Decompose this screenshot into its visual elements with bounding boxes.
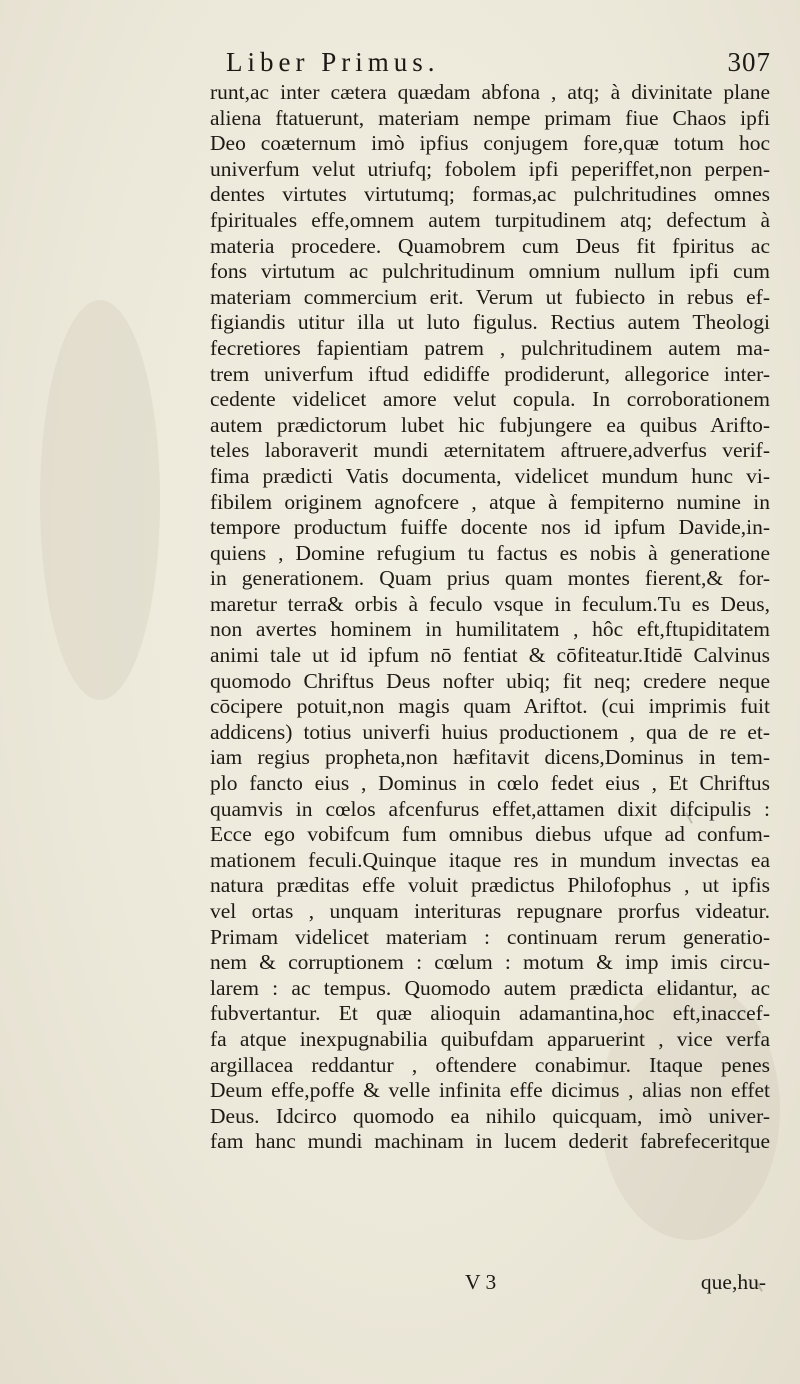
text-line: fubvertantur. Et quæ alioquin adamantina,hoc eft,inaccef- bbox=[210, 1001, 770, 1026]
paper-stain bbox=[40, 300, 160, 700]
page-footer bbox=[210, 1268, 770, 1296]
text-line: fpirituales effe,omnem autem turpitudinem atq; defectum à bbox=[210, 207, 770, 232]
text-line: mationem feculi.Quinque itaque res in mundum invectas ea bbox=[210, 847, 770, 872]
text-line: non avertes hominem in humilitatem , hôc eft,ftupiditatem bbox=[210, 617, 770, 642]
text-line: aliena ftatuerunt, materiam nempe primam fiue Chaos ipfi bbox=[210, 105, 770, 130]
page-number: 307 bbox=[727, 47, 771, 77]
text-line: maretur terra& orbis à feculo vsque in feculum.Tu es Deus, bbox=[210, 591, 770, 616]
text-line: Primam videlicet materiam : continuam rerum generatio- bbox=[210, 924, 770, 949]
text-line: tempore productum fuiffe docente nos id ipfum Davide,in- bbox=[210, 515, 770, 540]
text-line: autem prædictorum lubet hic fubjungere ea quibus Arifto- bbox=[210, 412, 770, 437]
text-line: plo fancto eius , Dominus in cœlo fedet eius , Et Chriftus bbox=[210, 771, 770, 796]
text-line: fons virtutum ac pulchritudinum omnium nullum ipfi cum bbox=[210, 259, 770, 284]
text-line: Ecce ego vobifcum fum omnibus diebus ufque ad confum- bbox=[210, 822, 770, 847]
text-line: nem & corruptionem : cœlum : motum & imp imis circu- bbox=[210, 950, 770, 975]
text-line: iam regius propheta,non hæfitavit dicens,Dominus in tem- bbox=[210, 745, 770, 770]
running-title: Liber Primus. bbox=[226, 47, 440, 77]
text-line: larem : ac tempus. Quomodo autem prædicta elidantur, ac bbox=[210, 975, 770, 1000]
text-line: runt,ac inter cætera quædam abfona , atq; à divinitate plane bbox=[210, 80, 770, 104]
text-line: Deus. Idcirco quomodo ea nihilo quicquam, imò univer- bbox=[210, 1103, 770, 1128]
text-line: argillacea reddantur , oftendere conabimur. Itaque penes bbox=[210, 1052, 770, 1077]
text-line: cōcipere potuit,non magis quam Ariftot. (cui imprimis fuit bbox=[210, 694, 770, 719]
text-line: addicens) totius univerfi huius productionem , qua de re et- bbox=[210, 719, 770, 744]
signature-mark: V 3 bbox=[465, 1270, 497, 1294]
text-line: animi tale ut id ipfum nō fentiat & cōfiteatur.Itidē Calvinus bbox=[210, 643, 770, 668]
text-line: materia procedere. Quamobrem cum Deus fit fpiritus ac bbox=[210, 233, 770, 258]
text-line: fa atque inexpugnabilia quibufdam apparuerint , vice verfa bbox=[210, 1026, 770, 1051]
text-line: teles laboraverit mundi æternitatem aftruere,adverfus verif- bbox=[210, 438, 770, 463]
text-line: Deum effe,poffe & velle infinita effe dicimus , alias non effet bbox=[210, 1078, 770, 1103]
text-line: quiens , Domine refugium tu factus es nobis à generatione bbox=[210, 540, 770, 565]
text-line: fima prædicti Vatis documenta, videlicet mundum hunc vi- bbox=[210, 463, 770, 488]
text-line: materiam commercium erit. Verum ut fubiecto in rebus ef- bbox=[210, 284, 770, 309]
text-line: in generationem. Quam prius quam montes fierent,& for- bbox=[210, 566, 770, 591]
running-header bbox=[226, 42, 771, 82]
text-line: univerfum velut utriufq; fobolem ipfi peperiffet,non perpen- bbox=[210, 156, 770, 181]
text-line: dentes virtutes virtutumq; formas,ac pulchritudines omnes bbox=[210, 182, 770, 207]
text-line: natura præditas effe voluit prædictus Philofophus , ut ipfis bbox=[210, 873, 770, 898]
text-line: quamvis in cœlos afcenfurus effet,attamen dixit difcipulis : bbox=[210, 796, 770, 821]
text-line: fecretiores fapientiam patrem , pulchritudinem autem ma- bbox=[210, 335, 770, 360]
text-line: cedente videlicet amore velut copula. In corroborationem bbox=[210, 387, 770, 412]
catchword: que,hu- bbox=[700, 1270, 766, 1294]
main-text-block bbox=[210, 80, 770, 1155]
text-line: figiandis utitur illa ut luto figulus. Rectius autem Theologi bbox=[210, 310, 770, 335]
text-line: fibilem originem agnofcere , atque à fempiterno numine in bbox=[210, 489, 770, 514]
text-line: fam hanc mundi machinam in lucem dederit fabrefeceritque bbox=[210, 1129, 770, 1154]
text-line: quomodo Chriftus Deus nofter ubiq; fit neq; credere neque bbox=[210, 668, 770, 693]
text-line: Deo coæternum imò ipfius conjugem fore,quæ totum hoc bbox=[210, 131, 770, 156]
text-line: vel ortas , unquam interituras repugnare prorfus videatur. bbox=[210, 899, 770, 923]
text-line: trem univerfum iftud edidiffe prodiderunt, allegorice inter- bbox=[210, 361, 770, 386]
